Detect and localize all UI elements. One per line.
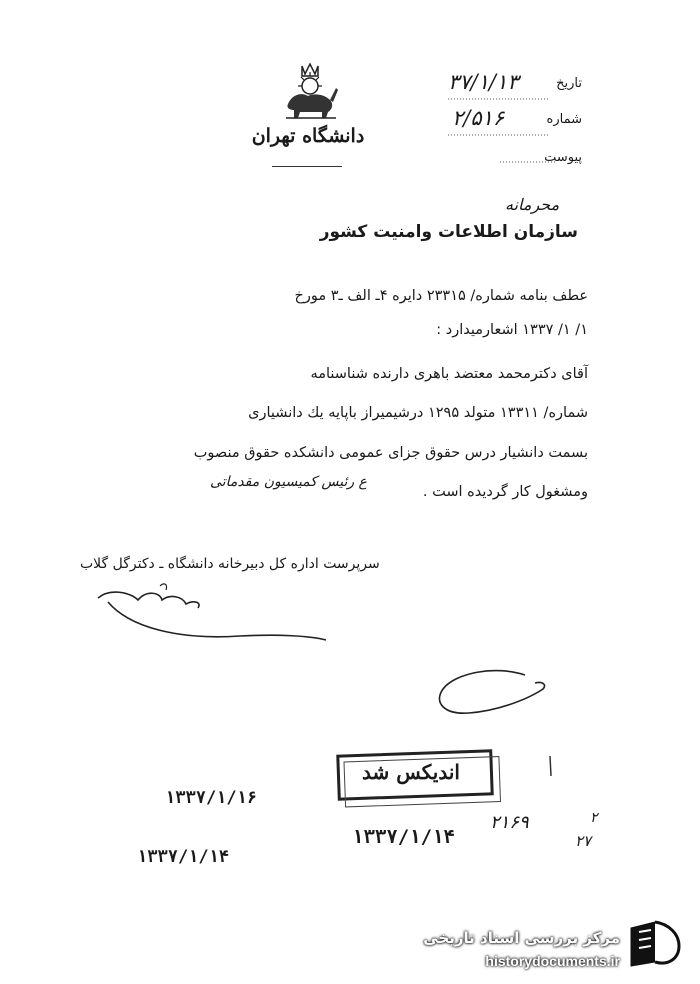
date-label: تاریخ [556,76,582,91]
lion-and-sun-emblem-icon [278,60,342,122]
number-label: شماره [546,112,582,127]
body-line-5: بسمت دانشیار درس حقوق جزای عمومی دانشکده حقوق منصوب [193,445,588,461]
handwritten-number-a: ۲۱۶۹ [490,812,529,833]
body-line-6: ومشغول کار گردیده است . [422,484,588,500]
number-value: ۲/۵۱۶ [452,106,505,130]
handwritten-mark-icon [425,665,550,725]
body-line-1: عطف بنامه شماره/ ۲۳۳۱۵ دایره ۴ـ الف ـ۳ مورخ [294,288,588,304]
body-line-3: آقای دکترمحمد معتضد باهری دارنده شناسنامه [310,366,588,382]
indexed-stamp: اندیکس شد [362,760,460,784]
recipient: سازمان اطلاعات وامنیت کشور [319,222,578,242]
date-stamp-left-top: ۱۳۳۷/۱/۱۶ [165,788,258,808]
number-underline [448,133,548,137]
signature-label: سرپرست اداره کل دبیرخانه دانشگاه ـ دکترگل گلاب [80,556,380,572]
body-line-4: شماره/ ۱۳۳۱۱ متولد ۱۲۹۵ درشیمیراز باپایه یك دانشیاری [248,405,588,421]
date-stamp-center: ۱۳۳۷/۱/۱۴ [352,826,455,848]
handwritten-signature-icon [90,578,330,648]
handwritten-number-b: ۲ [590,810,598,826]
divider [272,166,342,167]
small-mark-icon [540,752,560,782]
body-line-2: ۱/ ۱/ ۱۳۳۷ اشعارمیدارد : [436,322,588,338]
handwritten-note: ع رئیس کمیسیون مقدماتی [210,474,367,490]
watermark-title: مرکز بررسی اسناد تاریخی [423,929,620,947]
history-documents-logo-icon [625,918,683,970]
attachment-label: پیوست [544,150,582,165]
attachment-underline [500,160,556,164]
classification-note: محرمانه [505,195,560,214]
watermark-url: historydocuments.ir [485,953,620,969]
date-stamp-left-bottom: ۱۳۳۷/۱/۱۴ [137,847,230,867]
date-value: ۳۷/۱/۱۳ [448,70,519,94]
date-underline [448,97,548,101]
university-name: دانشگاه تهران [251,125,365,147]
handwritten-number-c: ۲۷ [575,832,592,850]
